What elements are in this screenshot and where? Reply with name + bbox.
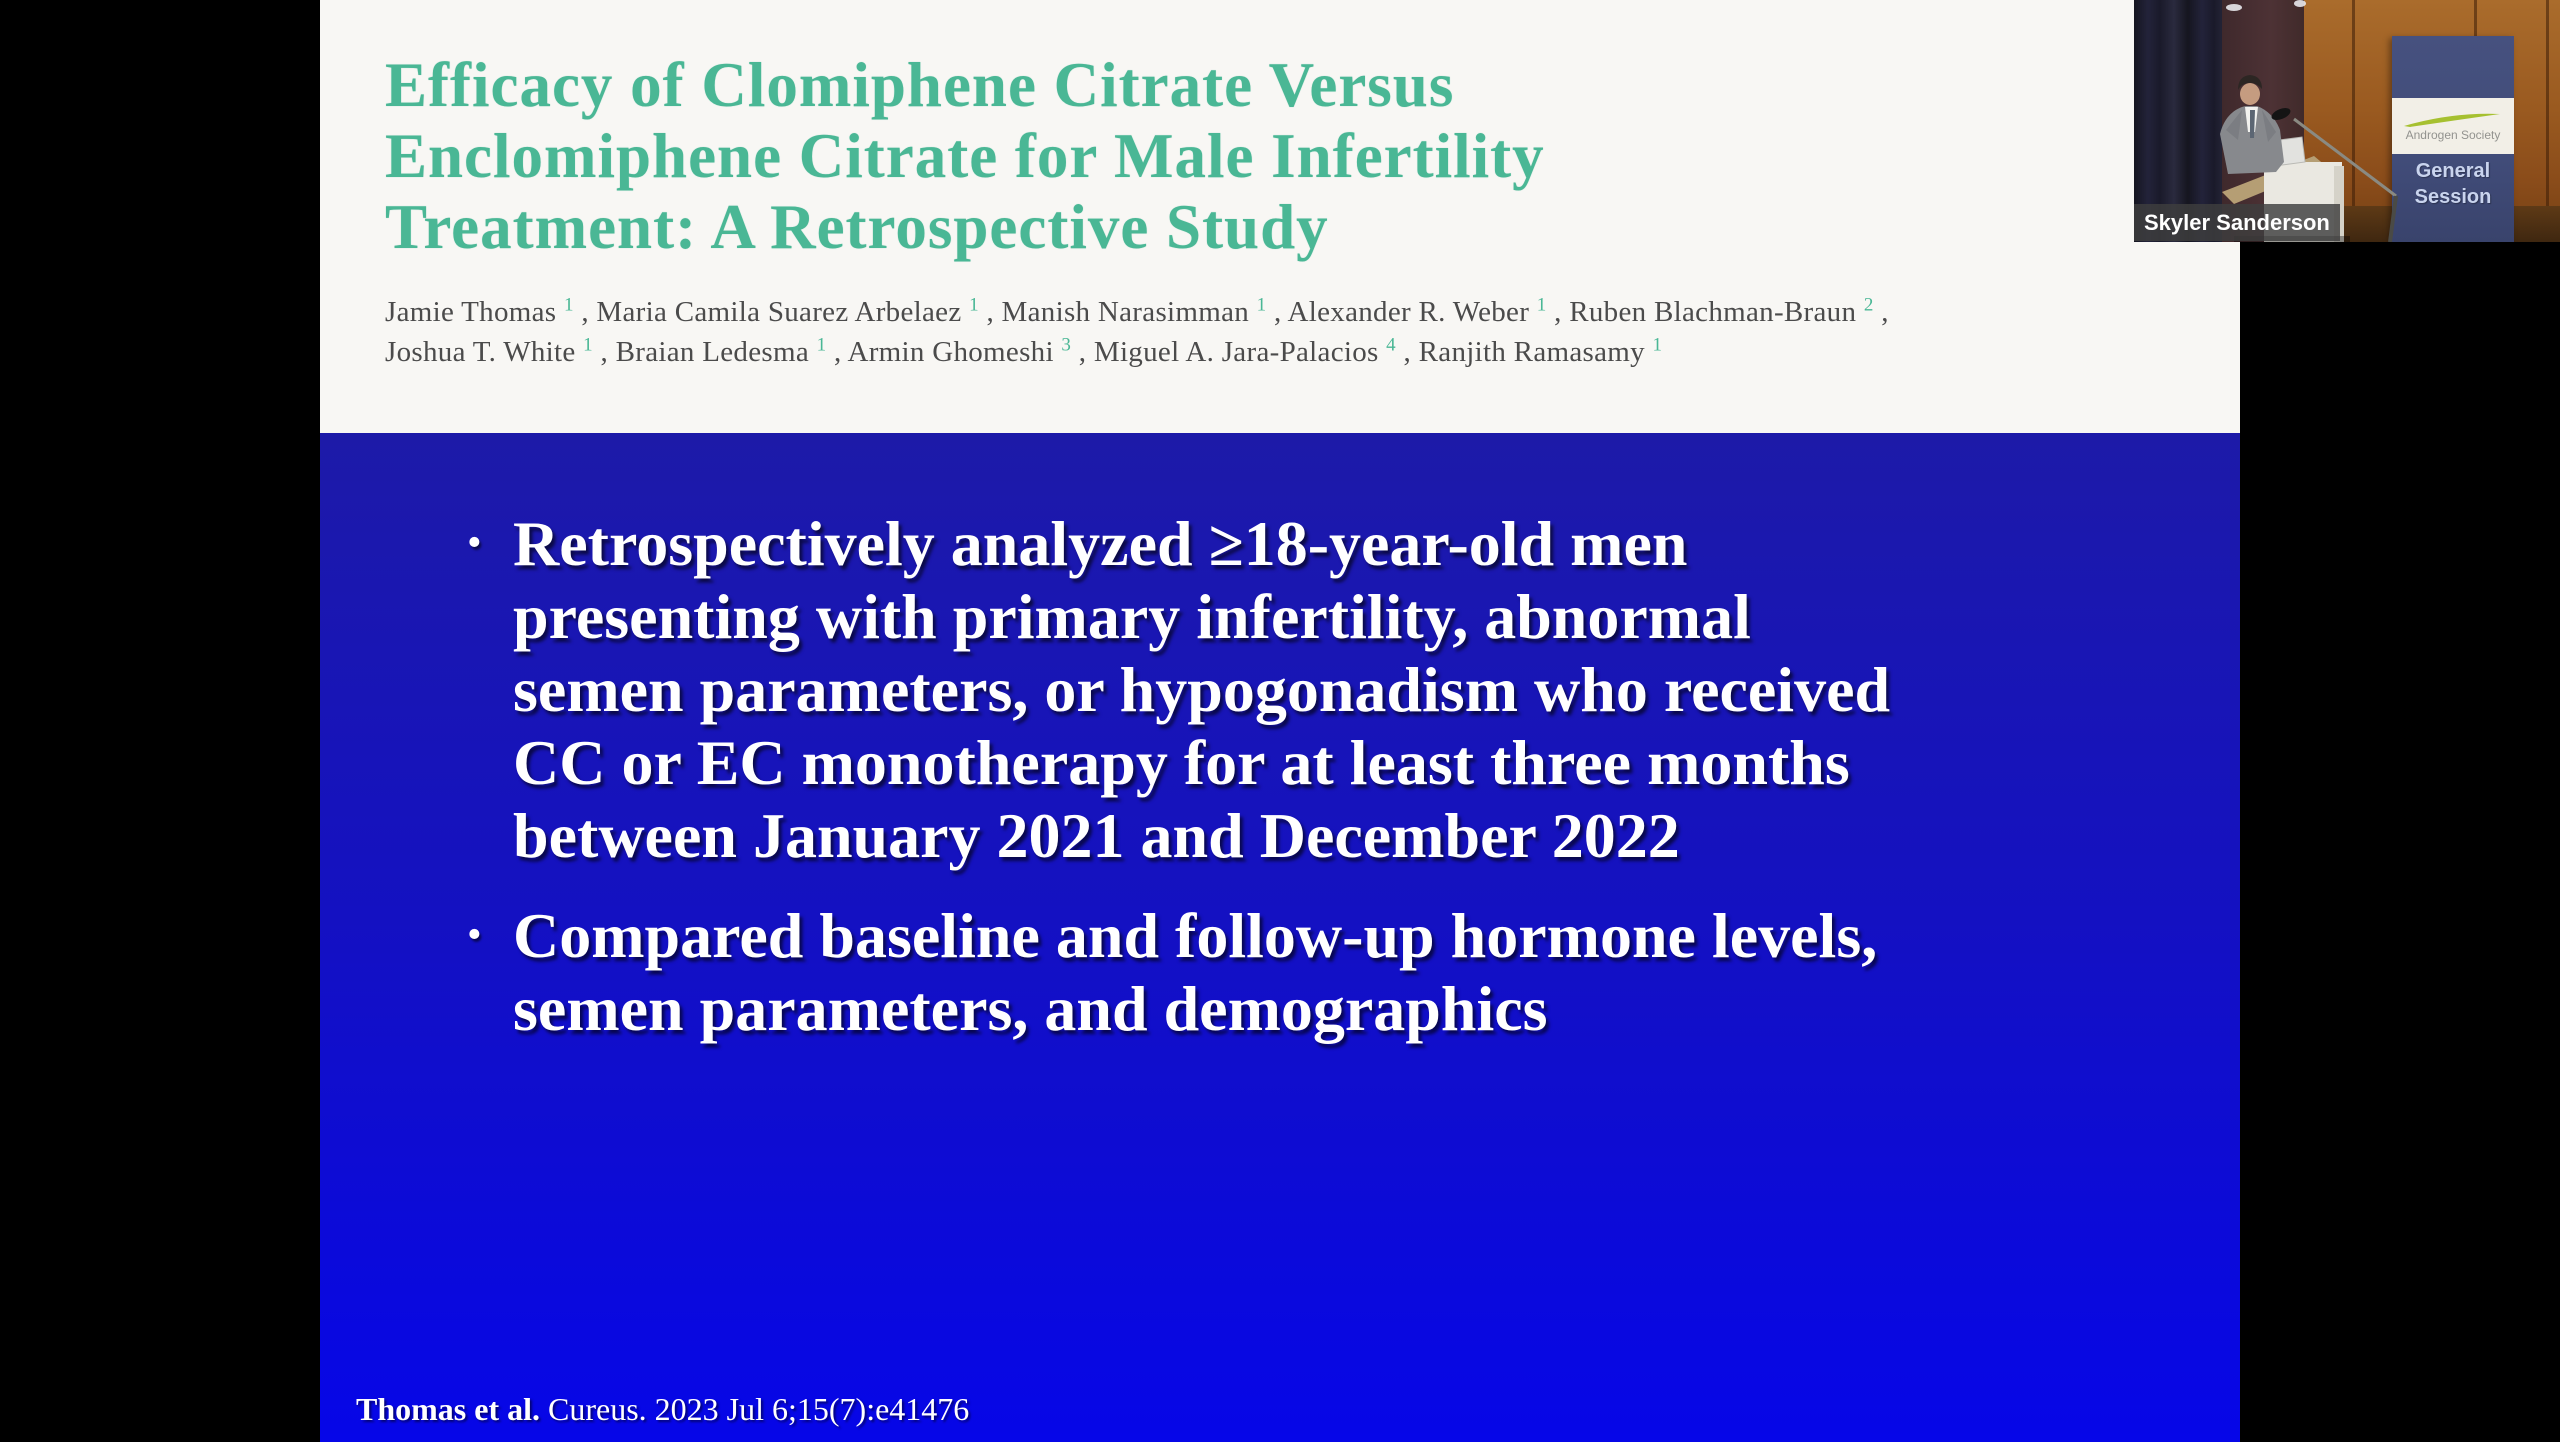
- slide-header: [320, 0, 2240, 433]
- author-affiliation-sup: 3: [1061, 334, 1072, 356]
- author-separator: ,: [592, 336, 616, 368]
- bullet-text-line: Compared baseline and follow-up hormone levels,: [513, 900, 1878, 971]
- citation-authors: Thomas et al.: [356, 1391, 540, 1427]
- author-separator: ,: [573, 296, 597, 328]
- author-separator: ,: [1071, 336, 1094, 368]
- author-separator: ,: [1395, 336, 1419, 368]
- author-name: Ranjith Ramasamy: [1418, 336, 1653, 368]
- bullet-text: [513, 899, 1877, 1045]
- author-name: Armin Ghomeshi: [847, 336, 1062, 368]
- author-name: Joshua T. White: [385, 336, 584, 368]
- author-affiliation-sup: 1: [583, 334, 593, 356]
- bullet-marker-icon: •: [467, 520, 482, 566]
- author-name: Miguel A. Jara-Palacios: [1093, 336, 1387, 368]
- bullet-text-line: CC or EC monotherapy for at least three months: [513, 727, 1850, 798]
- author-separator: ,: [1266, 296, 1288, 328]
- author-affiliation-sup: 1: [816, 334, 827, 356]
- citation: [356, 1391, 969, 1428]
- title-line: Treatment: A Retrospective Study: [385, 192, 1329, 262]
- author-name: Braian Ledesma: [615, 336, 817, 368]
- mic-stand-pole: [2390, 196, 2396, 242]
- bullet-item: [467, 899, 2147, 1045]
- bullet-text-line: semen parameters, and demographics: [513, 973, 1548, 1044]
- author-separator: ,: [1873, 296, 1889, 328]
- author-separator: ,: [1546, 296, 1570, 328]
- banner-session-line1: General: [2415, 160, 2491, 182]
- citation-journal: Cureus. 2023 Jul 6;15(7):e41476: [540, 1391, 970, 1427]
- author-name: Maria Camila Suarez Arbelaez: [596, 296, 970, 328]
- presentation-slide: [320, 0, 2240, 1442]
- author-name: Alexander R. Weber: [1287, 296, 1537, 328]
- author-name: Ruben Blachman-Braun: [1569, 296, 1864, 328]
- author-affiliation-sup: 1: [969, 294, 979, 316]
- speaker-face: [2240, 83, 2260, 105]
- bullet-item: [467, 507, 2147, 872]
- author-affiliation-sup: 1: [563, 294, 574, 316]
- banner-session-line2: Session: [2414, 186, 2492, 208]
- slide-title: [385, 50, 1545, 263]
- bullet-text-line: Retrospectively analyzed ≥18-year-old men: [513, 508, 1688, 579]
- author-affiliation-sup: 1: [1536, 294, 1547, 316]
- bullet-text-line: semen parameters, or hypogonadism who received: [513, 654, 1891, 725]
- bullet-marker-icon: •: [467, 912, 482, 958]
- title-line: Enclomiphene Citrate for Male Infertility: [385, 121, 1545, 191]
- bullet-list: [467, 507, 2147, 1045]
- speaker-video-feed: [2134, 0, 2560, 242]
- bullet-text-line: between January 2021 and December 2022: [513, 800, 1680, 871]
- bullet-text-line: presenting with primary infertility, abnormal: [513, 581, 1751, 652]
- author-affiliation-sup: 1: [1256, 294, 1267, 316]
- author-affiliation-sup: 2: [1863, 294, 1874, 316]
- author-affiliation-sup: 4: [1386, 334, 1396, 356]
- title-line: Efficacy of Clomiphene Citrate Versus: [385, 50, 1455, 120]
- author-name: Manish Narasimman: [1001, 296, 1257, 328]
- author-name: Jamie Thomas: [385, 296, 564, 328]
- speaker-name-tag: Skyler Sanderson: [2134, 204, 2340, 241]
- slide-body: [320, 433, 2240, 1442]
- author-separator: ,: [978, 296, 1002, 328]
- author-separator: ,: [826, 336, 848, 368]
- author-affiliation-sup: 1: [1652, 334, 1663, 356]
- bullet-text: [513, 507, 1890, 872]
- author-list: [385, 292, 1945, 372]
- banner-logo-text: Androgen Society: [2405, 128, 2501, 142]
